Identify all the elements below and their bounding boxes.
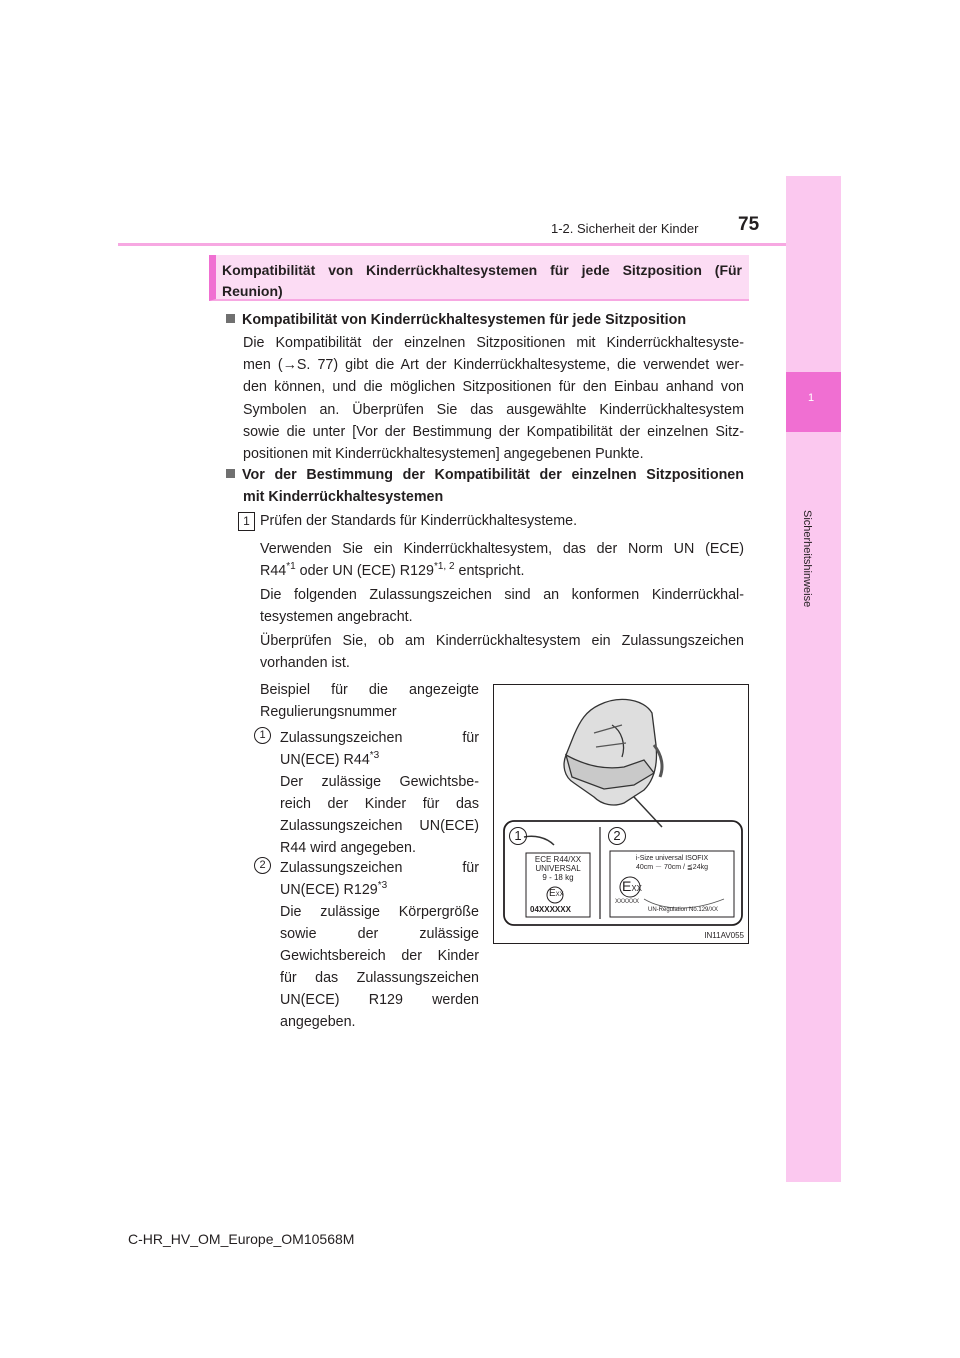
figure-code: IN11AV055: [704, 931, 744, 940]
example-item-1: Zulassungszeichen für UN(ECE) R44$^{*3}$ Der zulässige Gewichtsbe- reich der Kinder für das Zulassungszeichen UN(ECE) R44 wird angegeben.: [280, 730, 479, 856]
step1-title: Prüfen der Standards für Kinderrückhaltesysteme.: [260, 513, 578, 529]
page-number: 75: [738, 214, 760, 235]
example-item-2: Zulassungszeichen für UN(ECE) R129$^{*3}$ Die zulässige Körpergröße sowie der zulässige Gewichtsbereich der Kinder für das Zulassungszeichen UN(ECE) R129 werden angegeben.: [280, 860, 479, 1030]
step1-paragraph1: Verwenden Sie ein Kinderrückhaltesystem, das der Norm UN (ECE) R44$^{*1}$ oder UN (ECE) R129$^{*1, 2}$ entspricht.: [260, 541, 744, 579]
header-rule: [118, 243, 786, 246]
approval-mark-figure: [493, 684, 749, 944]
approval-code-2: XXXXXX: [615, 899, 640, 905]
e-mark-icon: EXX: [549, 888, 564, 899]
figure-callout-2: 2: [608, 827, 626, 845]
step1-paragraph3: Überprüfen Sie, ob am Kinderrückhaltesystem ein Zulassungszeichen vorhanden ist.: [260, 633, 744, 671]
step1-paragraph2: Die folgenden Zulassungszeichen sind an konformen Kinderrückhal- tesystemen angebracht.: [260, 587, 744, 625]
chapter-side-tab: [786, 176, 841, 1182]
e-mark-icon: EXX: [622, 878, 643, 894]
bullet-square-icon: [226, 314, 235, 323]
child-seat-icon: [564, 699, 662, 805]
section1-title: Kompatibilität von Kinderrückhaltesystemen für jede Sitzposition: [226, 309, 766, 331]
ece-r44-label: ECE R44/XX UNIVERSAL 9 - 18 kg: [534, 855, 582, 882]
step-number-box: 1: [238, 512, 255, 531]
bullet-square-icon: [226, 469, 235, 478]
un-r129-label: i-Size universal ISOFIX 40cm － 70cm / ≦24kg: [635, 855, 709, 871]
heading-title: Kompatibilität von Kinderrückhaltesystemen für jede Sitzposition (Für Reunion): [222, 262, 742, 299]
regulation-number: UN-Regulation No.129/XX: [648, 907, 719, 913]
section2-title: Vor der Bestimmung der Kompatibilität der einzelnen Sitzpositionen mit Kinderrückhaltesystemen: [226, 464, 744, 508]
document-id: C-HR_HV_OM_Europe_OM10568M: [128, 1231, 355, 1247]
section1-body: Die Kompatibilität der einzelnen Sitzpositionen mit Kinderrückhaltesyste- men (→S. 77) gibt die Art der Kinderrückhaltesysteme, die verwendet wer- den können, und die möglichen Sitzpositionen für den Einbau anhand von Symbolen an. Überprüfen Sie das ausgewählte Kinderrückhaltesystem sowie die unter [Vor der Bestimmung der Kompatibilität der einzelnen Sitz- positionen mit Kinderrückhaltesystemen] angegebenen Punkte.: [243, 335, 744, 463]
callout-number-2: 2: [254, 857, 271, 874]
chapter-number: 1: [808, 392, 815, 404]
example-caption: Beispiel für die angezeigte Regulierungsnummer: [260, 682, 479, 720]
section-title: 1-2. Sicherheit der Kinder: [551, 221, 699, 236]
callout-number-1: 1: [254, 727, 271, 744]
figure-callout-1: 1: [509, 827, 527, 845]
chapter-title: Sicherheitshinweise: [801, 510, 813, 608]
approval-code-1: 04XXXXXX: [530, 905, 571, 914]
